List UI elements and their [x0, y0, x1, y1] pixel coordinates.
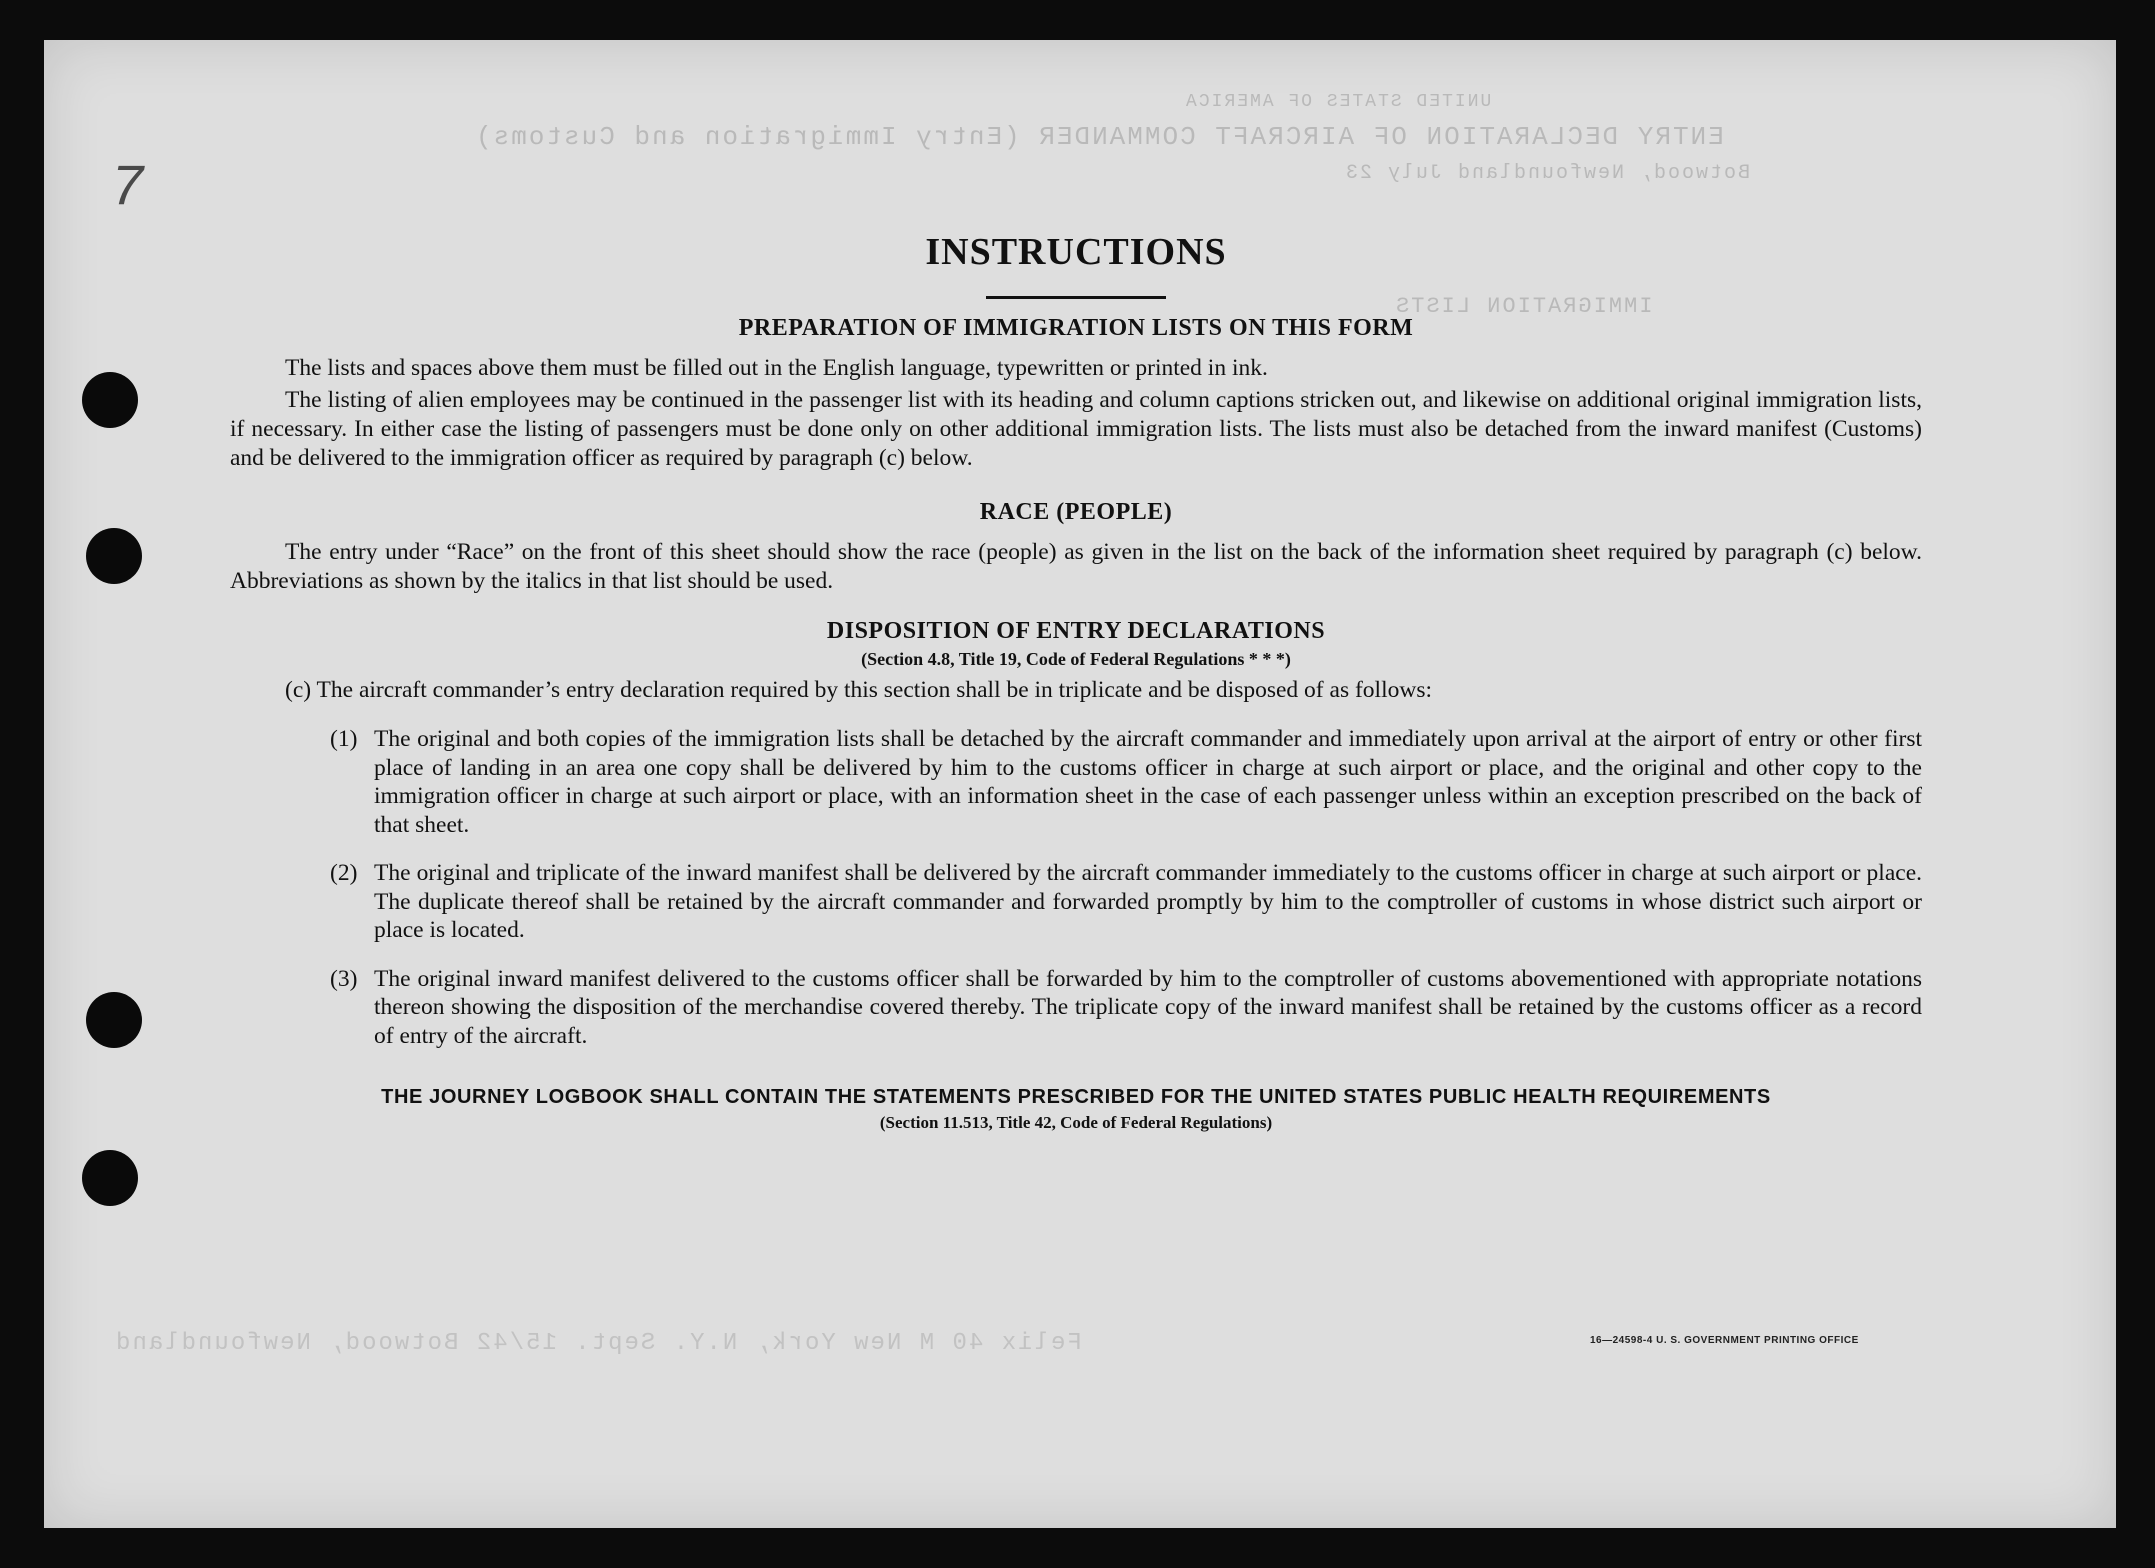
bleed-through-line-5: Felix 40 M New York, N.Y. Sept. 15/42 Botwood, Newfoundland — [114, 1330, 1082, 1357]
bleed-through-line-2: ENTRY DECLARATION OF AIRCRAFT COMMANDER (Entry Immigration and Customs) — [474, 122, 1724, 152]
footer-statement: THE JOURNEY LOGBOOK SHALL CONTAIN THE STATEMENTS PRESCRIBED FOR THE UNITED STATES PUBLIC HEALTH REQUIREMENTS — [381, 1086, 1771, 1108]
race-paragraph: The entry under “Race” on the front of this sheet should show the race (people) as given in the list on the back of the information sheet required by paragraph (c) below. Abbreviations as shown by the italics in that list should be used. — [230, 539, 1922, 594]
item-text: The original inward manifest delivered to the customs officer shall be forwarded by him to the comptroller of customs abovementioned with appropriate notations thereon showing the disposition of the merchandise covered thereby. The triplicate copy of the inward manifest shall be retained by the customs officer as a record of entry of the aircraft. — [374, 965, 1922, 1049]
disposition-item — [330, 965, 1922, 1051]
preparation-paragraph-2: The listing of alien employees may be continued in the passenger list with its heading and column captions stricken out, and likewise on additional original immigration lists, if necessary. In either case the listing of passengers must be done only on other additional immigration lists. The lists must also be detached from the inward manifest (Customs) and be delivered to the immigration officer as required by paragraph (c) below. — [230, 387, 1922, 471]
preparation-paragraph-1: The lists and spaces above them must be filled out in the English language, typewritten or printed in ink. — [285, 355, 1268, 381]
item-text: The original and both copies of the immigration lists shall be detached by the aircraft commander and immediately upon arrival at the airport of entry or other first place of landing in an area one copy shall be delivered by him to the customs officer in charge at such airport or place, and the original and other copy to the immigration officer in charge at such airport or place, with an information sheet in the case of each passenger unless within an exception prescribed on the back of that sheet. — [374, 726, 1922, 838]
item-number: (2) — [330, 860, 358, 886]
punch-hole-1 — [82, 372, 138, 428]
bleed-through-line-3: Botwood, Newfoundland July 23 — [1344, 162, 1751, 185]
punch-hole-4 — [82, 1150, 138, 1206]
item-text: The original and triplicate of the inward manifest shall be delivered by the aircraft commander immediately to the customs officer in charge at such airport or place. The duplicate thereof shall be retained by the aircraft commander and forwarded promptly by him to the comptroller of customs in whose district such airport or place is located. — [374, 860, 1922, 943]
punch-hole-2 — [86, 528, 142, 584]
footer-citation: (Section 11.513, Title 42, Code of Federal Regulations) — [879, 1113, 1273, 1132]
section-heading-race: RACE (PEOPLE) — [979, 499, 1173, 525]
section-heading-preparation: PREPARATION OF IMMIGRATION LISTS ON THIS FORM — [738, 315, 1414, 341]
item-number: (1) — [330, 726, 358, 752]
page-title: INSTRUCTIONS — [925, 231, 1227, 273]
disposition-citation: (Section 4.8, Title 19, Code of Federal Regulations * * *) — [861, 649, 1291, 669]
disposition-clause-c: (c) The aircraft commander’s entry declaration required by this section shall be in triplicate and be disposed of as follows: — [285, 677, 1432, 703]
section-heading-disposition: DISPOSITION OF ENTRY DECLARATIONS — [826, 618, 1326, 644]
bleed-through-line-1: UNITED STATES OF AMERICA — [1184, 92, 1492, 112]
printer-mark: 16—24598-4 U. S. GOVERNMENT PRINTING OFFICE — [1590, 1335, 1859, 1346]
title-rule — [986, 296, 1166, 299]
item-number: (3) — [330, 965, 358, 992]
bleed-through-line-4: IMMIGRATION LISTS — [1394, 294, 1653, 319]
page-number-mark: 7 — [112, 153, 144, 216]
disposition-item — [330, 859, 1922, 945]
punch-hole-3 — [86, 992, 142, 1048]
instructions-content — [230, 230, 1922, 1133]
disposition-item — [330, 725, 1922, 839]
